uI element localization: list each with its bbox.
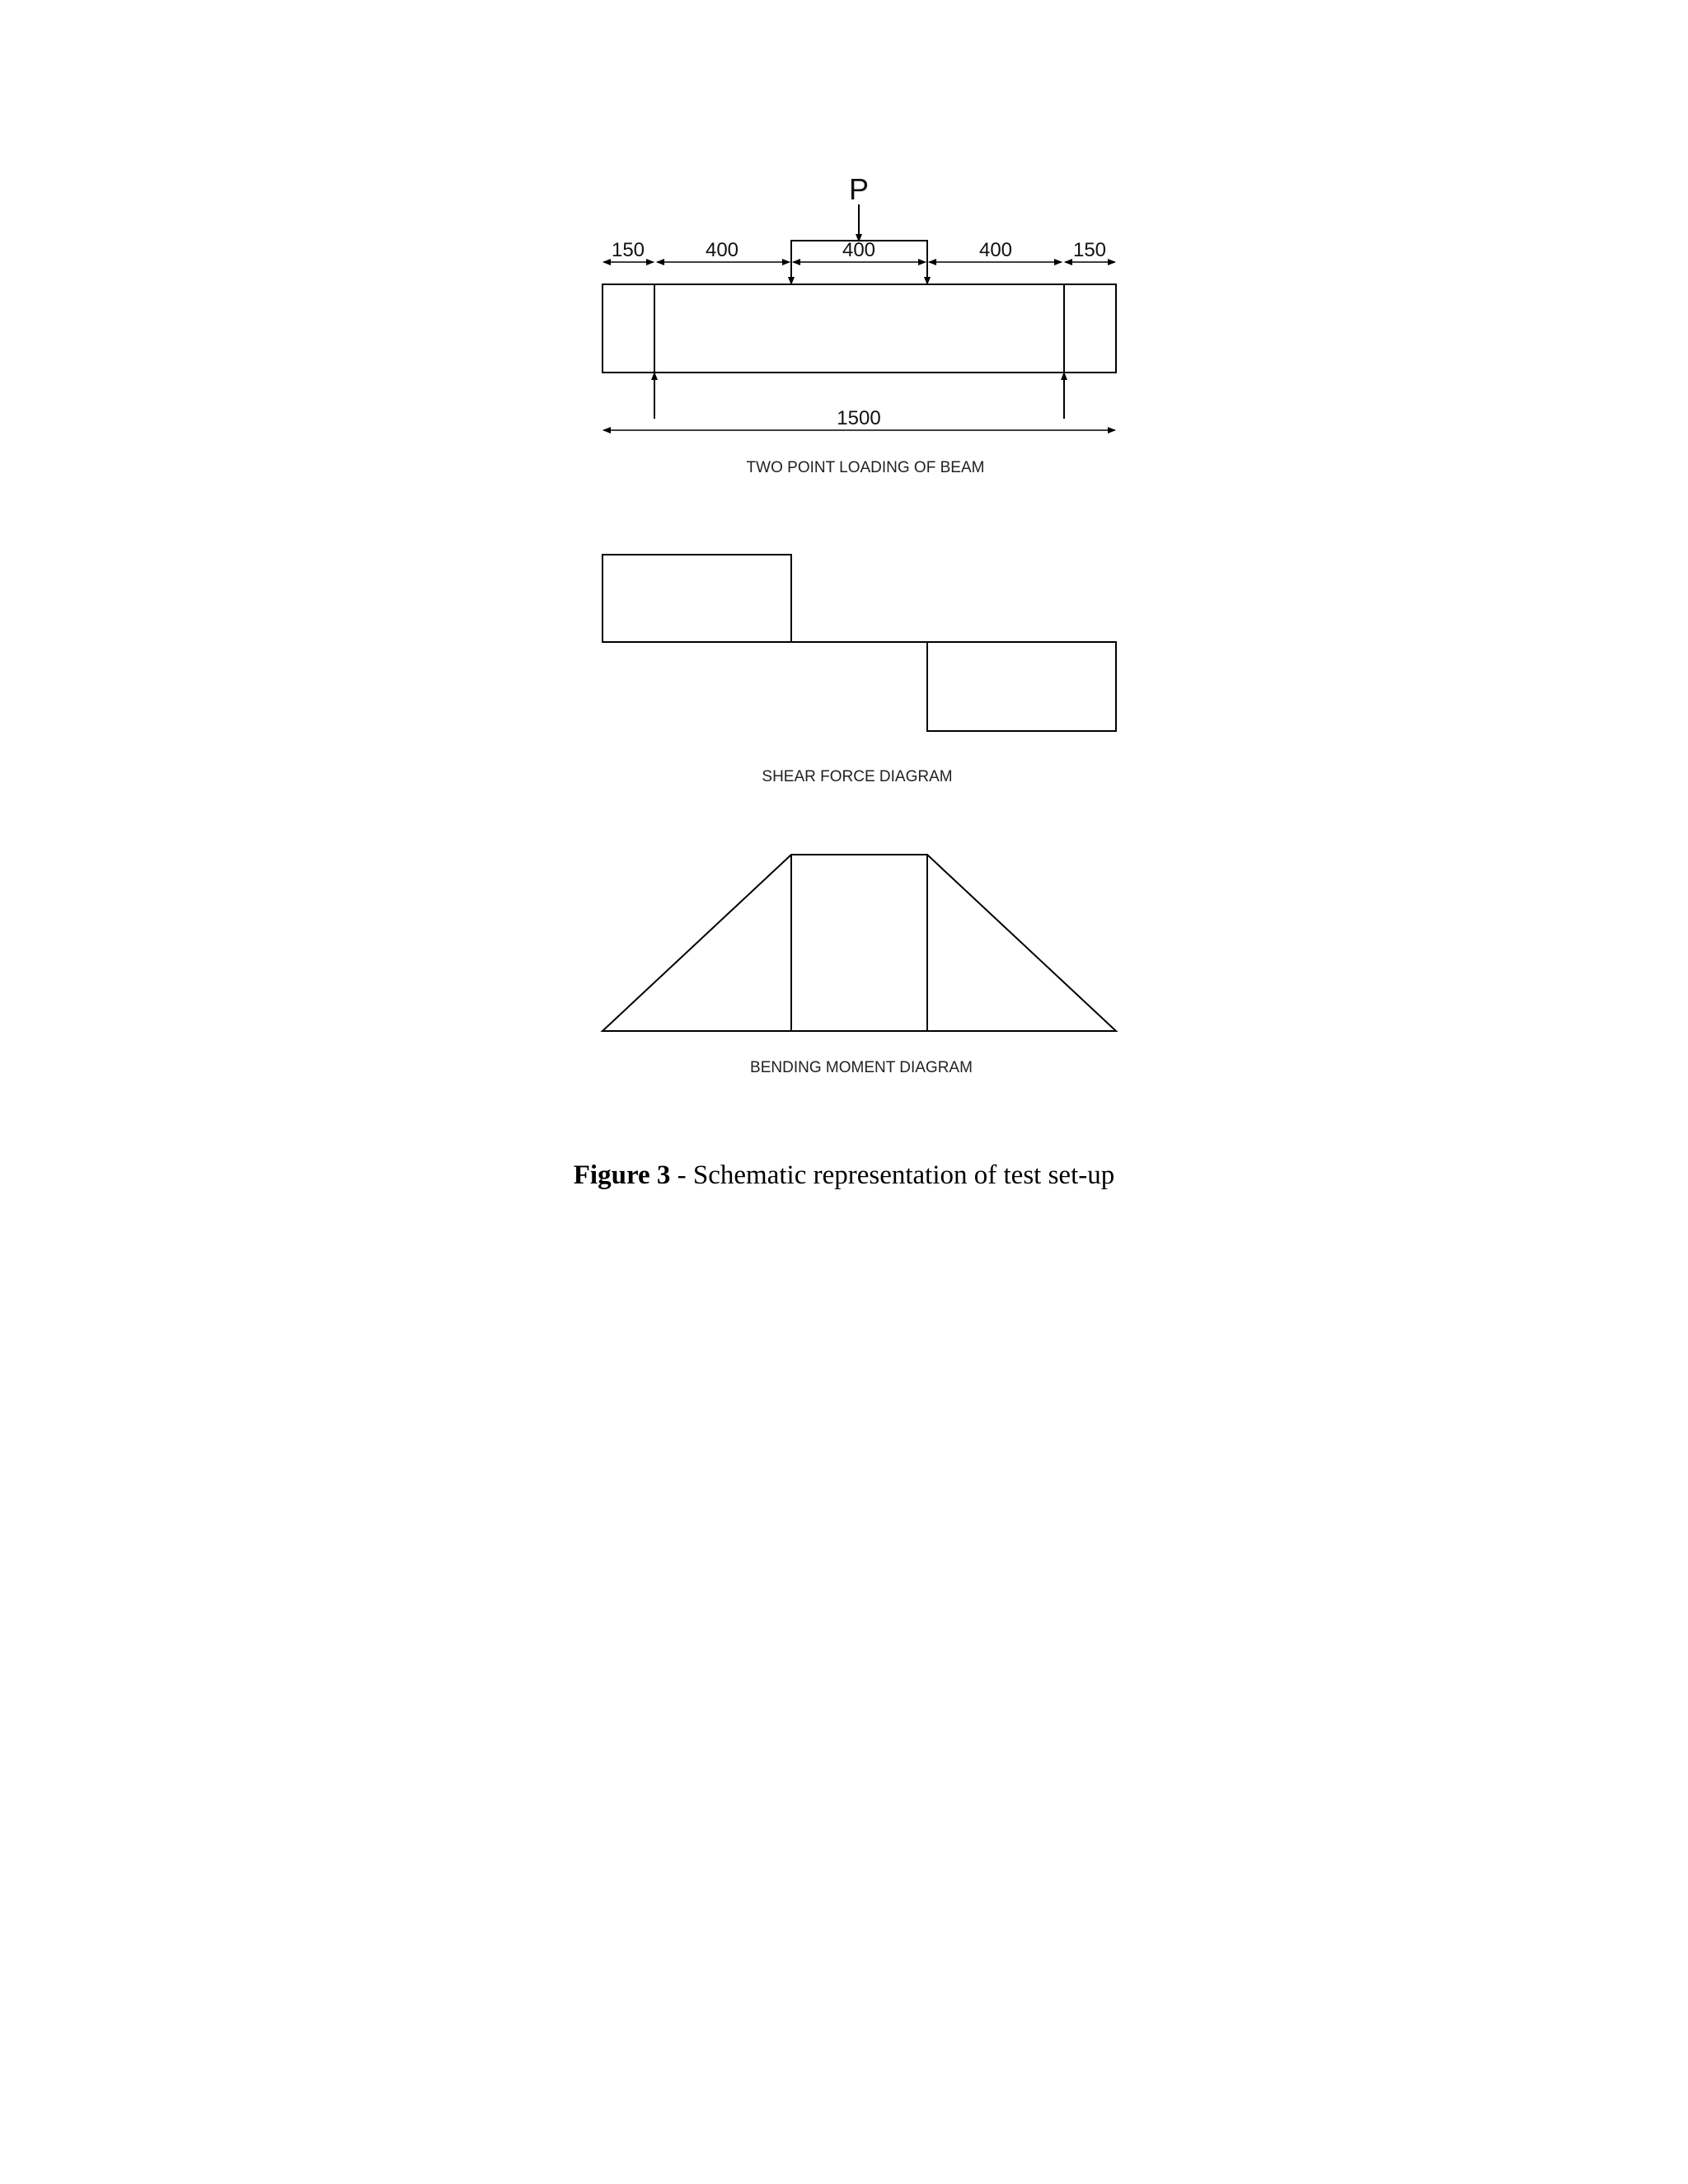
dim-total-length: 1500 bbox=[837, 407, 881, 429]
figure-caption-separator: - bbox=[670, 1160, 693, 1190]
bending-moment-diagram bbox=[603, 855, 1116, 1076]
load-label: P bbox=[848, 172, 870, 206]
figure-caption-label: Figure 3 bbox=[573, 1160, 671, 1190]
shear-block-negative bbox=[927, 642, 1116, 731]
figure-caption bbox=[0, 1160, 1688, 1191]
dim-left-span: 400 bbox=[705, 239, 739, 261]
loading-diagram bbox=[603, 172, 1116, 476]
loading-diagram-title: TWO POINT LOADING OF BEAM bbox=[746, 459, 985, 476]
dim-middle-span: 400 bbox=[842, 239, 876, 261]
figure-caption-text: Schematic representation of test set-up bbox=[692, 1160, 1115, 1190]
bending-moment-diagram-title: BENDING MOMENT DIAGRAM bbox=[750, 1059, 973, 1076]
shear-force-diagram-title: SHEAR FORCE DIAGRAM bbox=[762, 768, 953, 785]
dim-right-span: 400 bbox=[978, 239, 1013, 261]
shear-block-positive bbox=[603, 555, 791, 642]
beam bbox=[603, 284, 1116, 373]
dim-right-overhang: 150 bbox=[1072, 239, 1107, 261]
moment-outline bbox=[603, 855, 1116, 1031]
dim-left-overhang: 150 bbox=[611, 239, 645, 261]
shear-force-diagram bbox=[603, 555, 1116, 785]
